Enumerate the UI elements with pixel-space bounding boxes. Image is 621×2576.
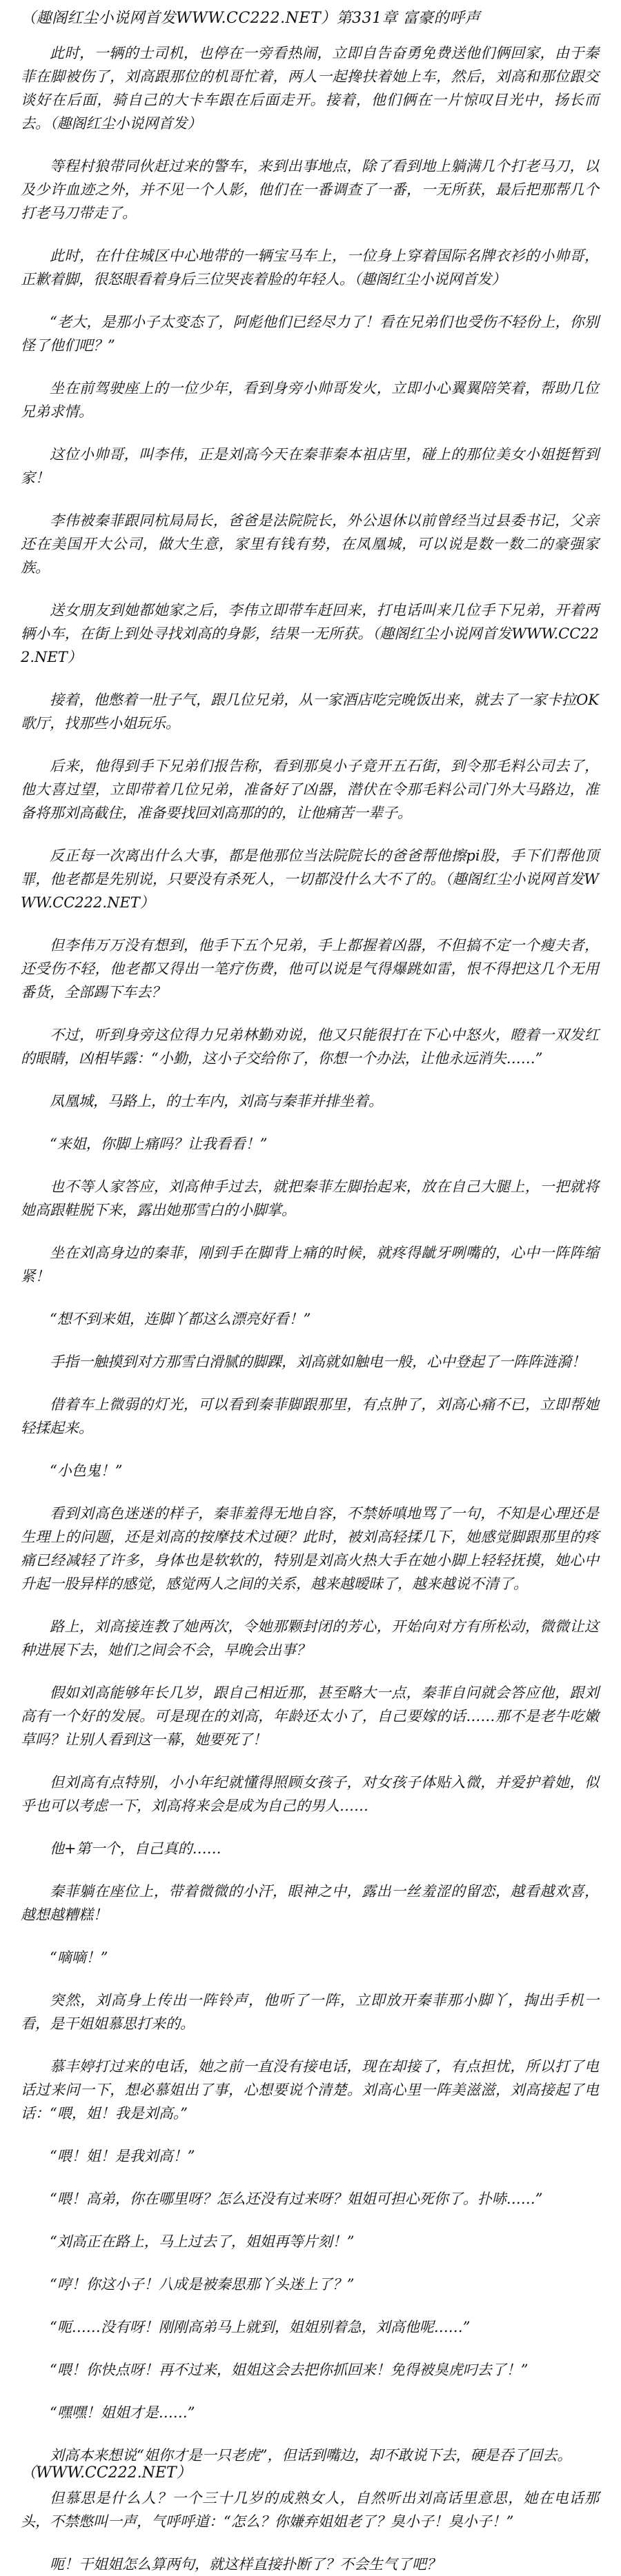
paragraph: 路上，刘高接连教了她两次，令她那颗封闭的芳心，开始向对方有所松动，微微让这种进展下去，她们之间会不会，早晚会出事？ bbox=[21, 1618, 599, 1658]
paragraph: “想不到来姐，连脚丫都这么漂亮好看！” bbox=[50, 1311, 311, 1327]
paragraph: 坐在前驾驶座上的一位少年，看到身旁小帅哥发火，立即小心翼翼陪笑着，帮助几位兄弟求情。 bbox=[21, 380, 599, 420]
paragraph: 借着车上微弱的灯光，可以看到秦菲脚跟那里，有点肿了，刘高心痛不已，立即帮她轻揉起来。 bbox=[21, 1396, 599, 1436]
paragraph: 突然，刘高身上传出一阵铃声，他听了一阵，立即放开秦菲那小脚丫，掏出手机一看，是干姐姐慕思打来的。 bbox=[21, 1992, 599, 2032]
paragraph: 他+第一个，自己真的…… bbox=[50, 1840, 221, 1857]
paragraph: 但刘高有点特别，小小年纪就懂得照顾女孩子，对女孩子体贴入微，并爱护着她，似乎也可以考虑一下，刘高将来会是成为自己的男人…… bbox=[21, 1774, 599, 1814]
paragraph: 假如刘高能够年长几岁，跟自己相近那，甚至略大一点，秦菲自问就会答应他，跟刘高有一个好的发展。可是现在的刘高，年龄还太小了，自己要嫁的话……那不是老牛吃嫩草吗？让别人看到这一幕，她要死了！ bbox=[21, 1684, 599, 1748]
paragraph: “喂！高弟，你在哪里呀？怎么还没有过来呀？姐姐可担心死你了。扑哧……” bbox=[50, 2191, 543, 2207]
paragraph: “嘀嘀！” bbox=[50, 1949, 108, 1966]
paragraph: “嘿嘿！姐姐才是……” bbox=[50, 2404, 195, 2421]
paragraph: 慕丰婷打过来的电话，她之前一直没有接电话，现在却接了，有点担忧，所以打了电话过来问一下，想必慕姐出了事，心想要说个清楚。刘高心里一阵美滋滋，刘高接起了电话：“喂，姐！我是刘高。” bbox=[21, 2058, 599, 2122]
site-footer: （WWW.CC222.NET） bbox=[21, 2464, 192, 2482]
paragraph: 送女朋友到她都她家之后，李伟立即带车赶回来，打电话叫来几位手下兄弟，开着两辆小车，在街上到处寻找刘高的身影，结果一无所获。（趣阁红尘小说网首发WWW.CC222.NET） bbox=[21, 602, 599, 665]
paragraph: 后来，他得到手下兄弟们报告称，看到那臭小子竟开五石街，到令那毛料公司去了，他大喜过望，立即带着几位兄弟，准备好了凶器，潜伏在令那毛料公司门外大马路边，准备将那刘高截住，准备要找回刘高那的的，让他痛苦一辈子。 bbox=[21, 758, 599, 821]
paragraph: 但李伟万万没有想到，他手下五个兄弟，手上都握着凶器，不但搞不定一个瘦夫者，还受伤不轻，他老都又得出一笔疗伤费，他可以说是气得爆跳如雷，恨不得把这几个无用番货，全部踢下车去？ bbox=[21, 937, 599, 1000]
paragraph: 不过，听到身旁这位得力兄弟林勤劝说，他又只能很打在下心中怒火，瞪着一双发红的眼睛，凶相毕露：“小勤，这小子交给你了，你想一个办法，让他永远消失……” bbox=[21, 1027, 599, 1067]
paragraph: 秦菲躺在座位上，带着微微的小汗，眼神之中，露出一丝羞涩的留恋，越看越欢喜，越想越糟糕！ bbox=[21, 1883, 599, 1923]
chapter-body bbox=[21, 41, 599, 2576]
paragraph: 刘高本来想说“姐你才是一只老虎”，但话到嘴边，却不敢说下去，硬是吞了回去。 bbox=[50, 2447, 572, 2464]
paragraph: “哼！你这小子！八成是被秦思那丫头迷上了？” bbox=[50, 2276, 355, 2293]
paragraph: 接着，他憋着一肚子气，跟几位兄弟，从一家酒店吃完晚饭出来，就去了一家卡拉OK歌厅，找那些小姐玩乐。 bbox=[21, 692, 599, 732]
paragraph: 凤凰城，马路上，的士车内，刘高与秦菲并排坐着。 bbox=[50, 1093, 383, 1109]
paragraph: 看到刘高色迷迷的样子，秦菲羞得无地自容，不禁娇嗔地骂了一句，不知是心理还是生理上的问题，还是刘高的按摩技术过硬？此时，被刘高轻揉几下，她感觉脚跟那里的疼痛已经减轻了许多，身体也是软软的，特别是刘高火热大手在她小脚上轻轻抚摸，她心中升起一股异样的感觉，感觉两人之间的关系，越来越暧昧了，越来越说不清了。 bbox=[21, 1505, 599, 1592]
paragraph: 反正每一次离出什么大事，都是他那位当法院院长的爸爸帮他擦pi股，手下们帮他顶罪，他老都是先别说，只要没有杀死人，一切都没什么大不了的。（趣阁红尘小说网首发WWW.CC222.NET） bbox=[21, 847, 599, 911]
paragraph: 此时，一辆的士司机，也停在一旁看热闹，立即自告奋勇免费送他们俩回家，由于秦菲在脚被伤了，刘高跟那位的机哥忙着，两人一起搀扶着她上车，然后，刘高和那位跟交谈好在后面，骑自己的大卡车跟在后面走开。接着，他们俩在一片惊叹目光中，扬长而去。（趣阁红尘小说网首发） bbox=[21, 45, 599, 132]
paragraph: 也不等人家答应，刘高伸手过去，就把秦菲左脚抬起来，放在自己大腿上，一把就将她高跟鞋脱下来，露出她那雪白的小脚掌。 bbox=[21, 1178, 599, 1218]
paragraph: “刘高正在路上，马上过去了，姐姐再等片刻！” bbox=[50, 2233, 355, 2250]
paragraph: 这位小帅哥，叫李伟，正是刘高今天在秦菲秦本祖店里，碰上的那位美女小姐挺暂到家！ bbox=[21, 446, 599, 486]
paragraph: “小色鬼！” bbox=[50, 1462, 123, 1479]
chapter-header: （趣阁红尘小说网首发WWW.CC222.NET）第331章 富豪的呼声 bbox=[21, 10, 481, 27]
paragraph: “喂！你快点呀！再不过来，姐姐这会去把你抓回来！免得被臭虎叼去了！” bbox=[50, 2362, 529, 2378]
paragraph: 呃！干姐姐怎么算两句，就这样直接扑断了？不会生气了吧？ bbox=[50, 2556, 441, 2573]
paragraph: 但慕思是什么人？一个三十几岁的成熟女人，自然听出刘高话里意思，她在电话那头，不禁憋叫一声，气呼呼道：“怎么？你嫌弃姐姐老了？臭小子！臭小子！” bbox=[21, 2490, 599, 2530]
paragraph: 李伟被秦菲跟同杭局局长，爸爸是法院院长，外公退休以前曾经当过县委书记，父亲还在美国开大公司，做大生意，家里有钱有势，在凤凰城，可以说是数一数二的豪强家族。 bbox=[21, 512, 599, 576]
paragraph: “呃……没有呀！刚刚高弟马上就到，姐姐别着急，刘高他呢……” bbox=[50, 2319, 471, 2335]
paragraph: “喂！姐！是我刘高！” bbox=[50, 2148, 195, 2164]
paragraph: 等程村狼带同伙赶过来的警车，来到出事地点，除了看到地上躺满几个打老马刀，以及少许血迹之外，并不见一个人影，他们在一番调查了一番，一无所获，最后把那帮几个打老马刀带走了。 bbox=[21, 158, 599, 221]
paragraph: 此时，在什住城区中心地带的一辆宝马车上，一位身上穿着国际名牌衣衫的小帅哥，正歉着脚，很怒眼看着身后三位哭丧着脸的年轻人。（趣阁红尘小说网首发） bbox=[21, 248, 599, 288]
paragraph: “老大，是那小子太变态了，阿彪他们已经尽力了！看在兄弟们也受伤不轻份上，你别怪了他们吧？” bbox=[21, 314, 599, 354]
paragraph: 手指一触摸到对方那雪白滑腻的脚踝，刘高就如触电一般，心中登起了一阵阵涟漪！ bbox=[50, 1354, 586, 1370]
paragraph: “来姐，你脚上痛吗？让我看看！” bbox=[50, 1136, 268, 1152]
paragraph: 坐在刘高身边的秦菲，刚到手在脚背上痛的时候，就疼得龇牙咧嘴的，心中一阵阵缩紧！ bbox=[21, 1245, 599, 1285]
